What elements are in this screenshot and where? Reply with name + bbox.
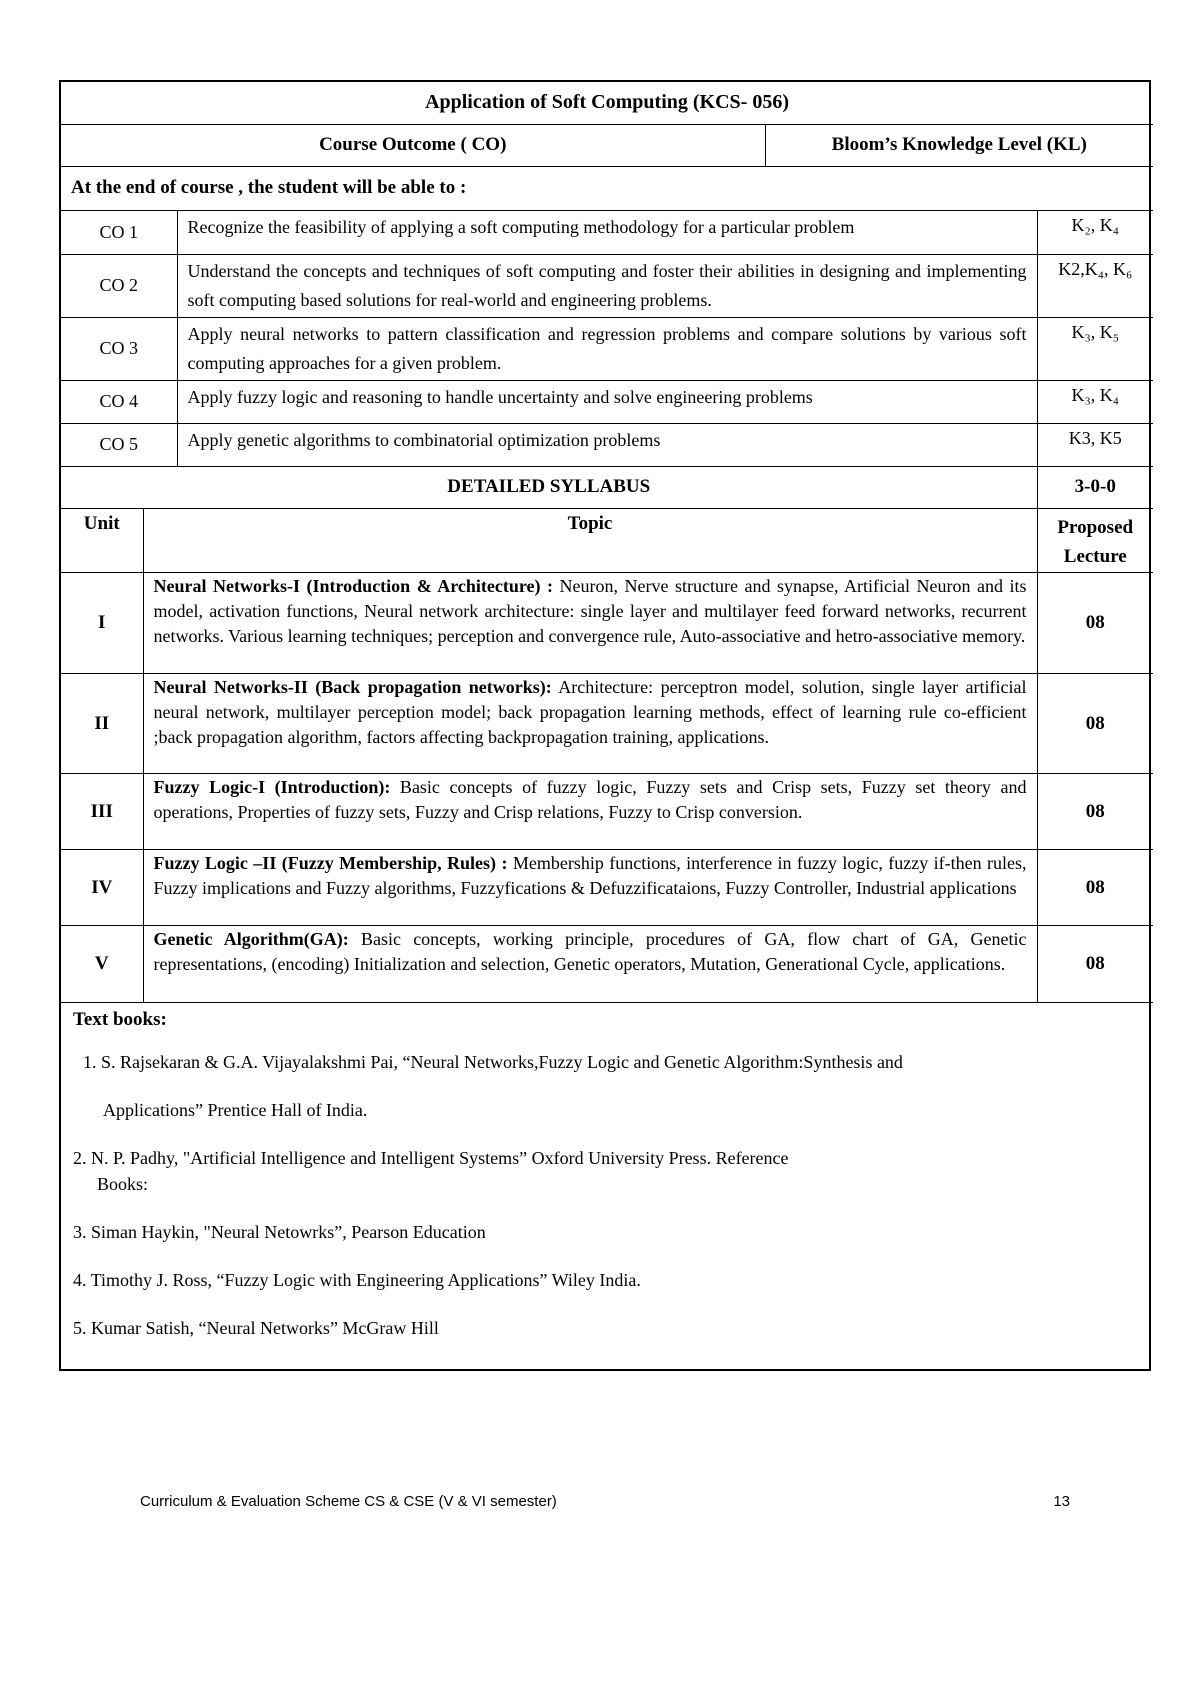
unit-body: Membership functions, interference in fuzzy logic, fuzzy if-then rules, Fuzzy implications and Fuzzy algorithms, Fuzzyfications & Defuzzificataions, Fuzzy Controller, Industrial applications	[153, 853, 1027, 898]
syllabus-heading: DETAILED SYLLABUS	[61, 467, 1037, 509]
unit-row	[61, 850, 1153, 926]
textbook-item: 5. Kumar Satish, “Neural Networks” McGraw Hill	[73, 1318, 439, 1338]
unit-body: Basic concepts, working principle, procedures of GA, flow chart of GA, Genetic representations, (encoding) Initialization and selection, Genetic operators, Mutation, Generational Cycle, applications.	[153, 929, 1027, 974]
course-outcome-table	[61, 82, 1153, 467]
co-knowledge-level: K3, K5	[1037, 423, 1153, 466]
page-footer	[140, 1493, 1070, 1510]
co-row	[61, 210, 1153, 254]
textbooks-heading: Text books:	[73, 1009, 167, 1030]
unit-number: V	[61, 926, 143, 1003]
co-description: Apply genetic algorithms to combinatorial optimization problems	[177, 423, 1037, 466]
outcome-intro: At the end of course , the student will be able to :	[61, 166, 1153, 210]
syllabus-table	[61, 467, 1153, 1004]
co-row	[61, 254, 1153, 317]
co-row	[61, 380, 1153, 423]
unit-topic	[143, 850, 1037, 926]
footer-text: Curriculum & Evaluation Scheme CS & CSE (V & VI semester)	[140, 1493, 557, 1510]
unit-body: Neuron, Nerve structure and synapse, Artificial Neuron and its model, activation functions, Neural network architecture: single layer and multilayer feed forward networks, recurrent networks. Various learning techniques; perception and convergence rule, Auto-associative and hetro-associative memory.	[153, 576, 1027, 646]
lecture-column-header: Proposed Lecture	[1037, 509, 1153, 573]
textbook-item: Books:	[97, 1174, 149, 1194]
textbook-item: 4. Timothy J. Ross, “Fuzzy Logic with Engineering Applications” Wiley India.	[73, 1270, 641, 1290]
unit-topic	[143, 774, 1037, 850]
unit-lectures: 08	[1037, 774, 1153, 850]
unit-lectures: 08	[1037, 926, 1153, 1003]
unit-lectures: 08	[1037, 674, 1153, 774]
textbook-item: 2. N. P. Padhy, "Artificial Intelligence and Intelligent Systems” Oxford University Press. Reference	[73, 1148, 789, 1168]
course-outcome-header: Course Outcome ( CO)	[61, 124, 765, 166]
bloom-level-header: Bloom’s Knowledge Level (KL)	[765, 124, 1153, 166]
unit-title: Neural Networks-I (Introduction & Architecture) :	[153, 576, 554, 596]
unit-row	[61, 926, 1153, 1003]
co-knowledge-level: K₃, K₅	[1037, 317, 1153, 380]
unit-row	[61, 573, 1153, 674]
co-id: CO 2	[61, 254, 177, 317]
textbook-item: Applications” Prentice Hall of India.	[103, 1100, 368, 1120]
unit-topic	[143, 573, 1037, 674]
unit-body: Architecture: perceptron model, solution, single layer artificial neural network, multilayer perception model; back propagation learning methods, effect of learning rule co-efficient ;back propagation algorithm, factors affecting backpropagation training, applications.	[153, 677, 1027, 747]
textbook-item: 3. Siman Haykin, "Neural Netowrks”, Pearson Education	[73, 1222, 486, 1242]
unit-number: I	[61, 573, 143, 674]
co-row	[61, 423, 1153, 466]
unit-title: Genetic Algorithm(GA):	[153, 929, 349, 949]
unit-lectures: 08	[1037, 850, 1153, 926]
unit-column-header: Unit	[61, 509, 143, 573]
unit-title: Fuzzy Logic –II (Fuzzy Membership, Rules) :	[153, 853, 508, 873]
unit-title: Neural Networks-II (Back propagation networks):	[153, 677, 552, 697]
co-description: Understand the concepts and techniques of soft computing and foster their abilities in designing and implementing soft computing based solutions for real-world and engineering problems.	[177, 254, 1037, 317]
co-id: CO 1	[61, 210, 177, 254]
co-description: Apply fuzzy logic and reasoning to handle uncertainty and solve engineering problems	[177, 380, 1037, 423]
co-id: CO 5	[61, 423, 177, 466]
syllabus-ltp: 3-0-0	[1037, 467, 1153, 509]
co-knowledge-level: K2,K₄, K₆	[1037, 254, 1153, 317]
course-title: Application of Soft Computing (KCS- 056)	[61, 82, 1153, 124]
topic-column-header: Topic	[143, 509, 1037, 573]
unit-topic	[143, 926, 1037, 1003]
unit-body: Basic concepts of fuzzy logic, Fuzzy sets and Crisp sets, Fuzzy set theory and operations, Properties of fuzzy sets, Fuzzy and Crisp relations, Fuzzy to Crisp conversion.	[153, 777, 1027, 822]
unit-topic	[143, 674, 1037, 774]
page-number: 13	[1053, 1493, 1070, 1510]
unit-number: II	[61, 674, 143, 774]
co-description: Apply neural networks to pattern classification and regression problems and compare solutions by various soft computing approaches for a given problem.	[177, 317, 1037, 380]
co-row	[61, 317, 1153, 380]
unit-number: III	[61, 774, 143, 850]
co-description: Recognize the feasibility of applying a soft computing methodology for a particular problem	[177, 210, 1037, 254]
unit-lectures: 08	[1037, 573, 1153, 674]
co-id: CO 4	[61, 380, 177, 423]
syllabus-document	[59, 80, 1151, 1371]
unit-row	[61, 674, 1153, 774]
unit-number: IV	[61, 850, 143, 926]
unit-row	[61, 774, 1153, 850]
co-knowledge-level: K₂, K₄	[1037, 210, 1153, 254]
textbook-item: 1. S. Rajsekaran & G.A. Vijayalakshmi Pai, “Neural Networks,Fuzzy Logic and Genetic Algorithm:Synthesis and	[83, 1052, 903, 1072]
textbooks-section	[61, 1003, 1149, 1369]
unit-title: Fuzzy Logic-I (Introduction):	[153, 777, 391, 797]
co-id: CO 3	[61, 317, 177, 380]
co-knowledge-level: K₃, K₄	[1037, 380, 1153, 423]
